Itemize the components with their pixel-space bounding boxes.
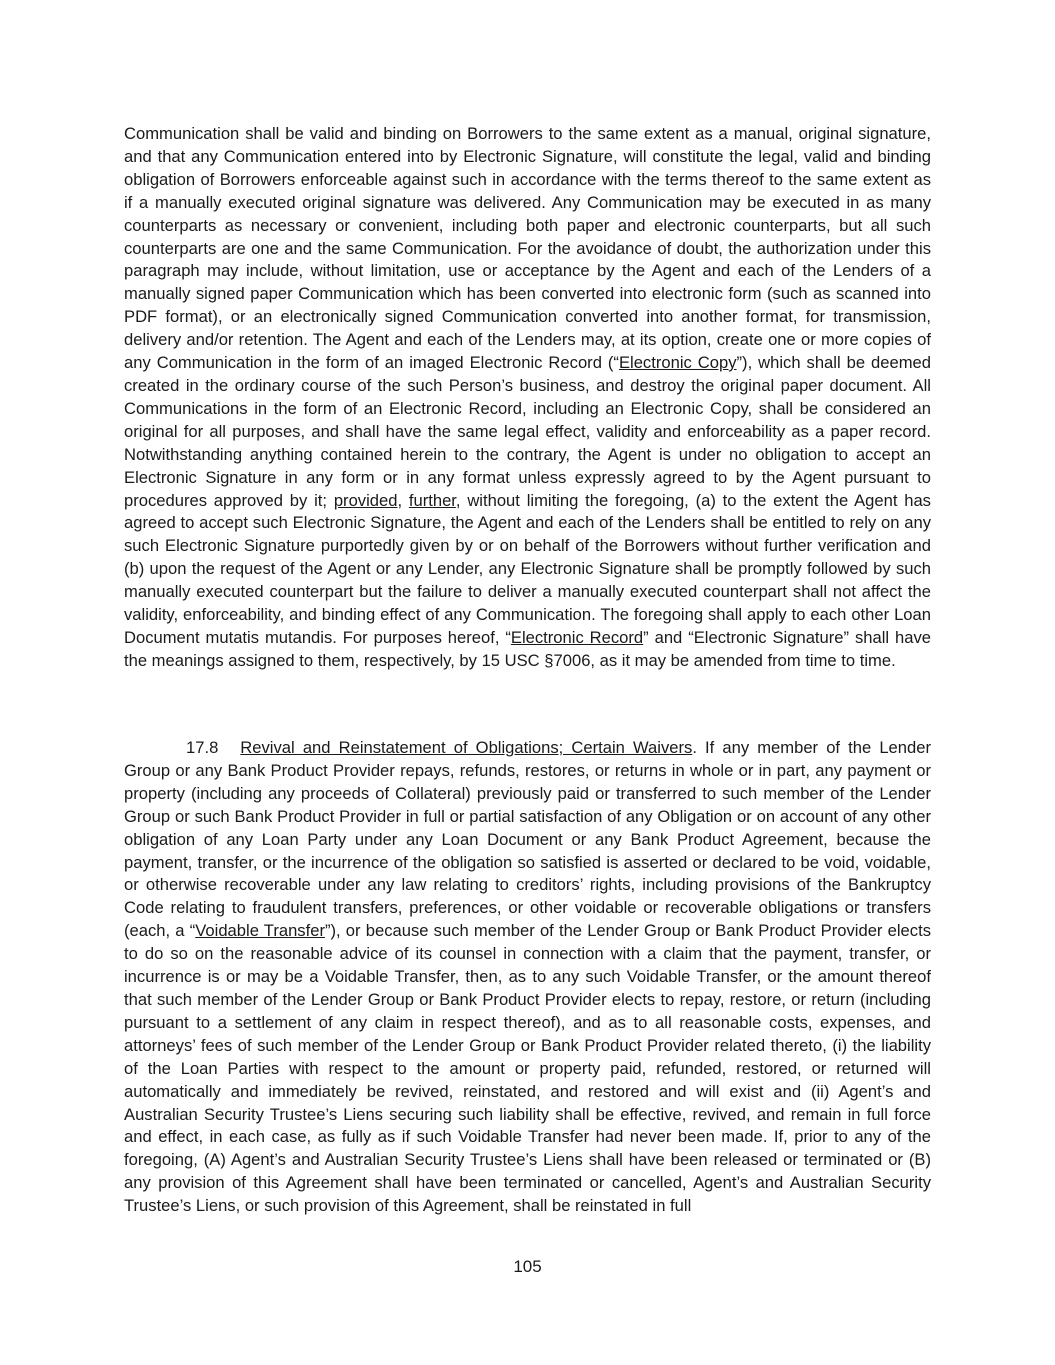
- paragraph-text: ”), or because such member of the Lender Group or Bank Product Provider elects to do so on the reasonable advice of its counsel in connection with a claim that the payment, transfer, or incurrence is or may be a Voidable Transfer, then, as to any such Voidable Transfer, or the amount thereof that such member of the Lender Group or Bank Product Provider elects to repay, restore, or return (including pursuant to a settlement of any claim in respect thereof), and as to all reasonable costs, expenses, and attorneys’ fees of such member of the Lender Group or Bank Product Provider related thereto, (i) the liability of the Loan Parties with respect to the amount or property paid, refunded, restored, or returned will automatically and immediately be revived, reinstated, and restored and will exist and (ii) Agent’s and Australian Security Trustee’s Liens securing such liability shall be effective, revived, and remain in full force and effect, in each case, as fully as if such Voidable Transfer had never been made. If, prior to any of the foregoing, (A) Agent’s and Australian Security Trustee’s Liens shall have been released or terminated or (B) any provision of this Agreement shall have been terminated or cancelled, Agent’s and Australian Security Trustee’s Liens, or such provision of this Agreement, shall be reinstated in full: [124, 921, 931, 1216]
- defined-term-voidable-transfer: Voidable Transfer: [195, 921, 325, 941]
- paragraph-text: ,: [397, 490, 409, 510]
- section-number: 17.8: [186, 738, 219, 757]
- page-number: 105: [513, 1257, 542, 1276]
- paragraph-text: Communication shall be valid and binding on Borrowers to the same extent as a manual, original signature, and that any Communication entered into by Electronic Signature, will constitute the legal, valid and binding obligation of Borrowers enforceable against such in accordance with the terms thereof to the same extent as if a manually executed original signature was delivered. Any Communication may be executed in as many counterparts as necessary or convenient, including both paper and electronic counterparts, but all such counterparts are one and the same Communication. For the avoidance of doubt, the authorization under this paragraph may include, without limitation, use or acceptance by the Agent and each of the Lenders of a manually signed paper Communication which has been converted into electronic form (such as scanned into PDF format), or an electronically signed Communication converted into another format, for transmission, delivery and/or retention. The Agent and each of the Lenders may, at its option, create one or more copies of any Communication in the form of an imaged Electronic Record (“: [124, 124, 931, 373]
- term-provided: provided: [333, 490, 398, 510]
- defined-term-electronic-copy: Electronic Copy: [618, 353, 737, 373]
- paragraph-text: . If any member of the Lender Group or any Bank Product Provider repays, refunds, restores, or returns in whole or in part, any payment or property (including any proceeds of Collateral) previously paid or transferred to such member of the Lender Group or such Bank Product Provider in full or partial satisfaction of any Obligation or on account of any other obligation of any Loan Party under any Loan Document or any Bank Product Agreement, because the payment, transfer, or the incurrence of the obligation so satisfied is asserted or declared to be void, voidable, or otherwise recoverable under any law relating to creditors’ rights, including provisions of the Bankruptcy Code relating to fraudulent transfers, preferences, or other voidable or recoverable obligations or transfers (each, a “: [124, 738, 931, 941]
- paragraph-text: ” and “Electronic Signature” shall have the meanings assigned to them, respectively, by 15 USC §7006, as it may be amended from time to time.: [124, 627, 931, 670]
- defined-term-electronic-record: Electronic Record: [510, 627, 644, 647]
- paragraph-text: , without limiting the foregoing, (a) to the extent the Agent has agreed to accept such Electronic Signature, the Agent and each of the Lenders shall be entitled to rely on any such Electronic Signature purportedly given by or on behalf of the Borrowers without further verification and (b) upon the request of the Agent or any Lender, any Electronic Signature shall be promptly followed by such manually executed counterpart but the failure to deliver a manually executed counterpart shall not affect the validity, enforceability, and binding effect of any Communication. The foregoing shall apply to each other Loan Document mutatis mutandis. For purposes hereof, “: [124, 490, 931, 647]
- paragraph-text: ”), which shall be deemed created in the ordinary course of the such Person’s business, and destroy the original paper document. All Communications in the form of an Electronic Record, including an Electronic Copy, shall be considered an original for all purposes, and shall have the same legal effect, validity and enforceability as a paper record. Notwithstanding anything contained herein to the contrary, the Agent is under no obligation to accept an Electronic Signature in any form or in any format unless expressly agreed to by the Agent pursuant to procedures approved by it;: [124, 353, 931, 510]
- paragraph-electronic-signature: [124, 123, 931, 673]
- section-17-8-paragraph: [124, 737, 931, 1218]
- section-heading: Revival and Reinstatement of Obligations; Certain Waivers: [240, 738, 693, 757]
- term-further: further: [408, 490, 456, 510]
